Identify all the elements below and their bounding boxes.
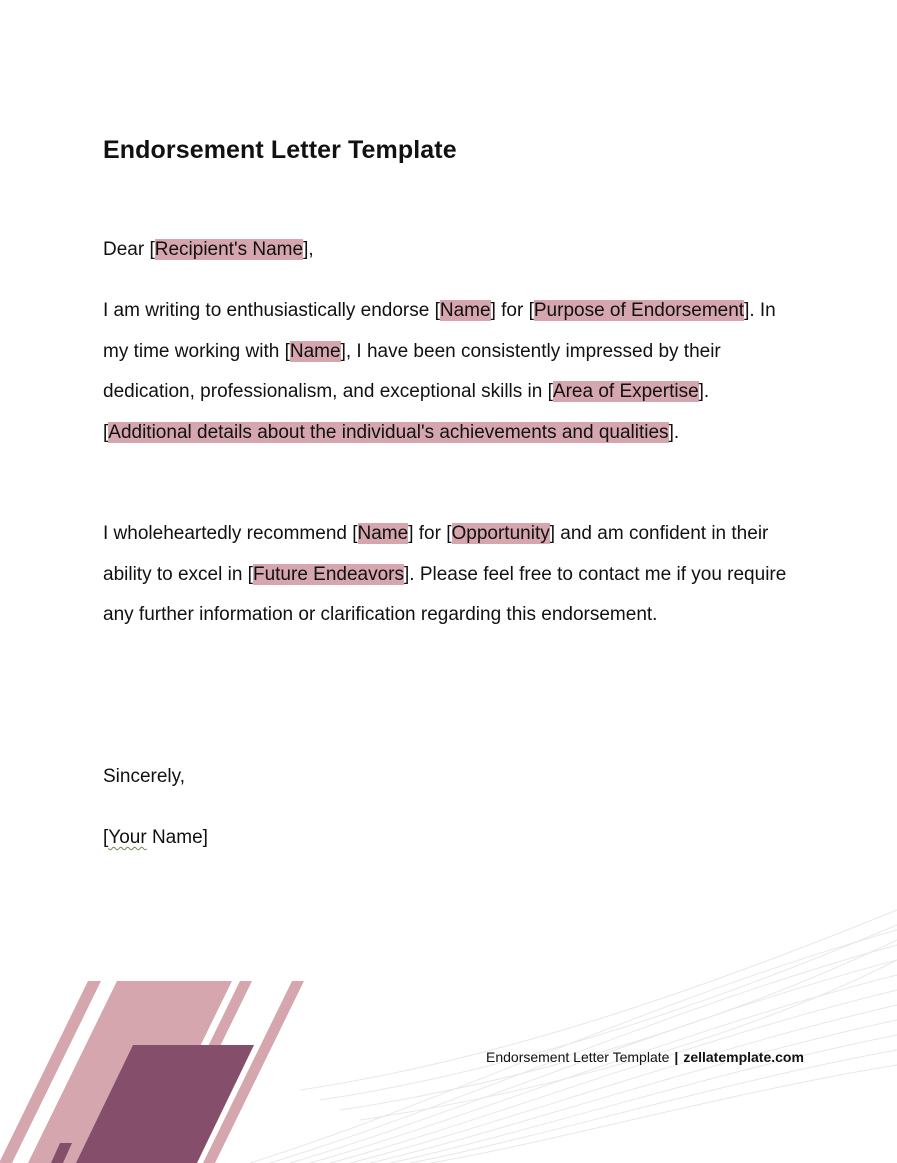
- placeholder-additional-details[interactable]: Additional details about the individual's achievements and qualities: [108, 421, 669, 443]
- spellcheck-word: Your: [108, 827, 147, 848]
- placeholder-name[interactable]: Name: [439, 300, 491, 321]
- footer-separator: |: [674, 1049, 679, 1065]
- salutation: Dear [Recipient's Name],: [103, 239, 314, 260]
- placeholder-area-of-expertise[interactable]: Area of Expertise: [552, 381, 699, 402]
- placeholder-purpose[interactable]: Purpose of Endorsement: [533, 300, 745, 321]
- paragraph-endorsement: I am writing to enthusiastically endorse [Name] for [Purpose of Endorsement]. In my time working with [Name], I have been consistently impressed by their dedication, professionalism, and exceptional skills in [Area of Expertise]. [Additional details about the individual's achievements and qualities].: [103, 300, 776, 443]
- closing: Sincerely,: [103, 766, 186, 787]
- placeholder-name[interactable]: Name: [289, 340, 341, 362]
- placeholder-name[interactable]: Name: [357, 523, 409, 544]
- placeholder-opportunity[interactable]: Opportunity: [451, 523, 550, 544]
- signature-placeholder[interactable]: [Your Name]: [103, 827, 208, 848]
- footer-doc-title: Endorsement Letter Template: [486, 1049, 670, 1065]
- paragraph-recommendation: I wholeheartedly recommend [Name] for [Opportunity] and am confident in their ability to excel in [Future Endeavors]. Please feel free to contact me if you require any further information or clarification regarding this endorsement.: [103, 523, 787, 625]
- footer-site-link[interactable]: zellatemplate.com: [683, 1049, 804, 1065]
- placeholder-future-endeavors[interactable]: Future Endeavors: [252, 563, 404, 585]
- placeholder-recipient-name[interactable]: Recipient's Name: [154, 239, 304, 260]
- page-title: Endorsement Letter Template: [103, 136, 457, 164]
- page-footer: [486, 1049, 804, 1065]
